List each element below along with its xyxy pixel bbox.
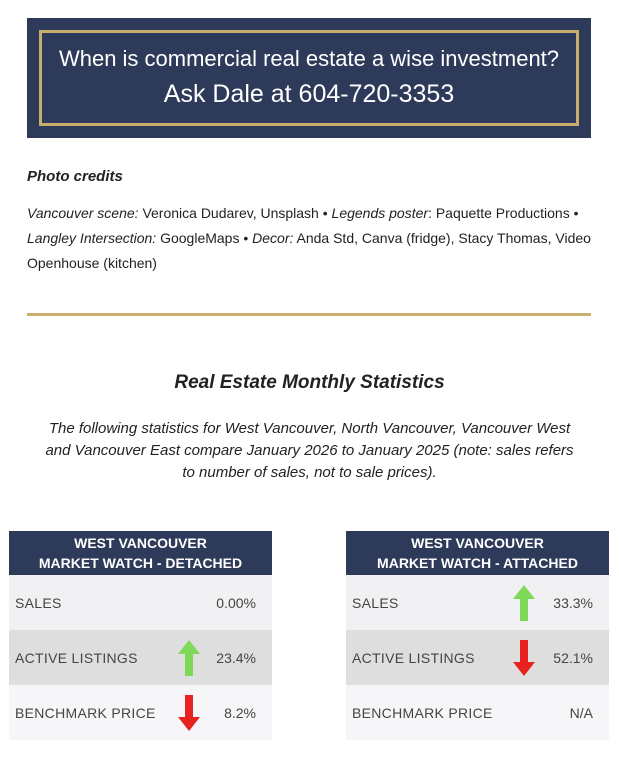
stat-value: 52.1% [553, 649, 593, 666]
down-arrow-icon [512, 639, 536, 677]
section-divider [27, 313, 591, 316]
card-header-line2: MARKET WATCH - DETACHED [38, 555, 243, 571]
stat-row-sales [346, 575, 609, 630]
stat-row-benchmark-price [346, 685, 609, 740]
banner-frame [39, 30, 579, 126]
stat-row-benchmark-price [9, 685, 272, 740]
up-arrow-icon [512, 584, 536, 622]
banner-question: When is commercial real estate a wise investment? [58, 46, 560, 71]
card-header [9, 531, 272, 575]
down-arrow-icon [177, 694, 201, 732]
stat-value: 23.4% [216, 649, 256, 666]
up-arrow-icon [177, 639, 201, 677]
stat-value: N/A [569, 704, 593, 721]
credit-label: Decor: [252, 230, 294, 246]
stats-intro: The following statistics for West Vancouver, North Vancouver, Vancouver West and Vancouver East compare January 2026 to January 2025 (note: sales refers to number of sales, not to sale prices). [45, 420, 574, 481]
stat-label: ACTIVE LISTINGS [15, 649, 138, 666]
credit-text: GoogleMaps • [156, 230, 253, 246]
card-header-line1: WEST VANCOUVER [411, 535, 544, 551]
stat-label: SALES [352, 594, 399, 611]
stat-label: BENCHMARK PRICE [352, 704, 493, 721]
credit-label: Langley Intersection: [27, 230, 157, 246]
stat-row-sales [9, 575, 272, 630]
stat-value: 33.3% [553, 594, 593, 611]
credit-label: Vancouver scene: [27, 205, 139, 221]
stat-value: 8.2% [224, 704, 256, 721]
credit-text: Veronica Dudarev, Unsplash • [138, 205, 332, 221]
card-header-line2: MARKET WATCH - ATTACHED [377, 555, 578, 571]
credit-text: : Paquette Productions • [428, 205, 579, 221]
stat-row-active-listings [346, 630, 609, 685]
card-header [346, 531, 609, 575]
stat-row-active-listings [9, 630, 272, 685]
card-header-line1: WEST VANCOUVER [74, 535, 207, 551]
stat-label: ACTIVE LISTINGS [352, 649, 475, 666]
photo-credits-title: Photo credits [27, 168, 123, 185]
stats-title: Real Estate Monthly Statistics [174, 372, 445, 393]
market-watch-attached-card [346, 531, 609, 740]
stat-label: SALES [15, 594, 62, 611]
cta-banner [27, 18, 591, 138]
credit-label: Legends poster [331, 205, 429, 221]
market-watch-detached-card [9, 531, 272, 740]
banner-phone: Ask Dale at 604-720-3353 [163, 80, 455, 108]
credit-text: Anda Std, Canva (fridge), Stacy Thomas, Video Openhouse (kitchen) [27, 230, 591, 271]
stat-value: 0.00% [216, 594, 256, 611]
photo-credits-body [27, 201, 592, 276]
stat-label: BENCHMARK PRICE [15, 704, 156, 721]
